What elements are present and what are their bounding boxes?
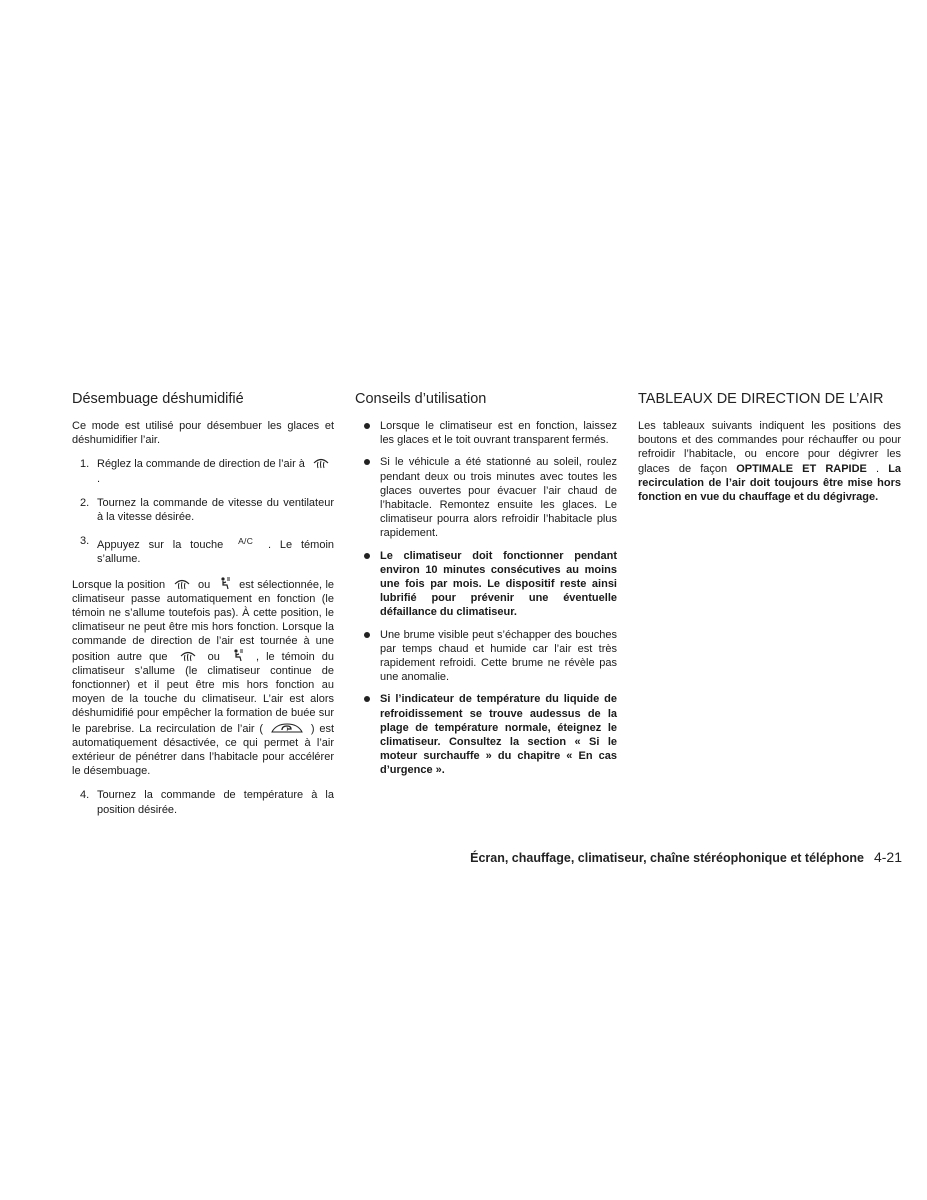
step-2: [72, 496, 334, 524]
intro-paragraph: Ce mode est utilisé pour désembuer les glaces et déshumidifier l’air.: [72, 420, 334, 447]
tip-item: [355, 692, 617, 777]
defrost-icon: [179, 650, 197, 662]
tip-item: [355, 455, 617, 540]
tip-item: [355, 628, 617, 685]
bullet-icon: [364, 553, 370, 559]
defrost-floor-icon: [218, 577, 232, 590]
column-air-direction: [638, 390, 901, 514]
section-title-air-direction: TABLEAUX DE DIRECTION DE L’AIR: [638, 391, 884, 407]
column-tips: [355, 390, 617, 786]
bullet-icon: [364, 632, 370, 638]
page-number: 4-21: [873, 849, 902, 865]
tip-text: Si l’indicateur de température du liquide de refroidissement se trouve audessus de la plage de température normale, éteignez le climatiseur. Consultez la section « Si le moteur surchauffe » du chapitre « En cas d’urgence ».: [380, 693, 617, 777]
step-text: Tournez la commande de température à la position désirée.: [97, 789, 334, 816]
tip-item: [355, 549, 617, 620]
step-number: 3.: [80, 535, 90, 548]
tips-list: [355, 419, 617, 778]
bullet-icon: [364, 423, 370, 429]
tip-item: [355, 419, 617, 447]
text-fragment: Les tableaux suivants indiquent les positions des boutons et des commandes pour réchauffer ou pour refroidir l’habitacle, ou encore pour dégivrer les glaces de façon: [638, 420, 901, 475]
text-fragment: , le témoin du climatiseur s’allume (le climatiseur continue de fonctionner) et il peut être mis hors fonction au moyen de la touche du climatiseur. L’air est alors déshumidifié pour empêcher la formation de buée sur le parebrise. La recirculation de l’air (: [72, 650, 334, 735]
text-fragment: Lorsque la position: [72, 578, 166, 591]
text-fragment: .: [876, 462, 880, 475]
tip-text: Si le véhicule a été stationné au soleil, roulez pendant deux ou trois minutes avec toutes les glaces ouvertes pour évacuer l’air chaud de l’habitacle. Remontez ensuite les glaces. Le climatiseur pourra alors refroidir l’habitacle plus rapidement.: [380, 456, 617, 540]
step-4: [72, 788, 334, 816]
tip-text: Une brume visible peut s’échapper des bouches par temps chaud et humide car l’air est très rapidement refroidi. Cette brume ne révèle pas une anomalie.: [380, 628, 617, 684]
ac-button-label: A/C: [238, 536, 254, 547]
air-direction-paragraph: [638, 419, 901, 504]
defog-explanation: [72, 577, 334, 779]
step-text: Appuyez sur la touche: [97, 539, 224, 552]
steps-list-continued: [72, 788, 334, 816]
text-fragment: ) est automatiquement désactivée, ce qui permet à l’air extérieur de pénétrer dans l’habitacle pour accélérer le désembuage.: [72, 722, 334, 778]
steps-list: [72, 457, 334, 566]
section-title-defog: Désembuage déshumidifié: [72, 391, 244, 407]
text-fragment: est sélectionnée, le climatiseur passe automatiquement en fonction (le témoin ne s’allume toutefois pas). À cette position, le climatiseur ne peut être mis hors fonction. Lorsque la commande de direction de l’air est tournée à une position autre que: [72, 578, 335, 663]
defrost-icon: [312, 457, 330, 469]
tip-text: Le climatiseur doit fonctionner pendant environ 10 minutes consécutives au moins une fois par mois. Le dispositif reste ainsi lubrifié pour prévenir une éventuelle défaillance du climatiseur.: [380, 549, 617, 619]
step-text-end: .: [97, 472, 101, 485]
section-title-tips: Conseils d’utilisation: [355, 391, 487, 407]
recirculation-icon: [270, 721, 304, 734]
text-fragment: ou: [207, 650, 220, 663]
step-number: 1.: [80, 458, 90, 471]
chapter-title: Écran, chauffage, climatiseur, chaîne stéréophonique et téléphone: [470, 851, 864, 865]
step-text: Tournez la commande de vitesse du ventilateur à la vitesse désirée.: [97, 496, 334, 524]
step-3: [72, 534, 334, 566]
defrost-icon: [173, 578, 191, 590]
step-text: Réglez la commande de direction de l’air à: [97, 458, 305, 471]
warning-text: La recirculation de l’air doit toujours être mise hors fonction en vue du chauffage et du dégivrage.: [638, 462, 902, 504]
step-1: [72, 457, 334, 485]
step-number: 2.: [80, 496, 90, 509]
bullet-icon: [364, 696, 370, 702]
tip-text: Lorsque le climatiseur est en fonction, laissez les glaces et le toit ouvrant transparent fermés.: [380, 420, 617, 447]
step-text-after: . Le témoin s’allume.: [97, 539, 335, 566]
bullet-icon: [364, 459, 370, 465]
emphasis-text: OPTIMALE ET RAPIDE: [736, 462, 867, 475]
defrost-floor-icon: [231, 649, 245, 662]
column-defog: [72, 390, 334, 827]
step-number: 4.: [80, 789, 90, 802]
page-footer: [300, 849, 902, 865]
text-fragment: ou: [197, 578, 211, 591]
